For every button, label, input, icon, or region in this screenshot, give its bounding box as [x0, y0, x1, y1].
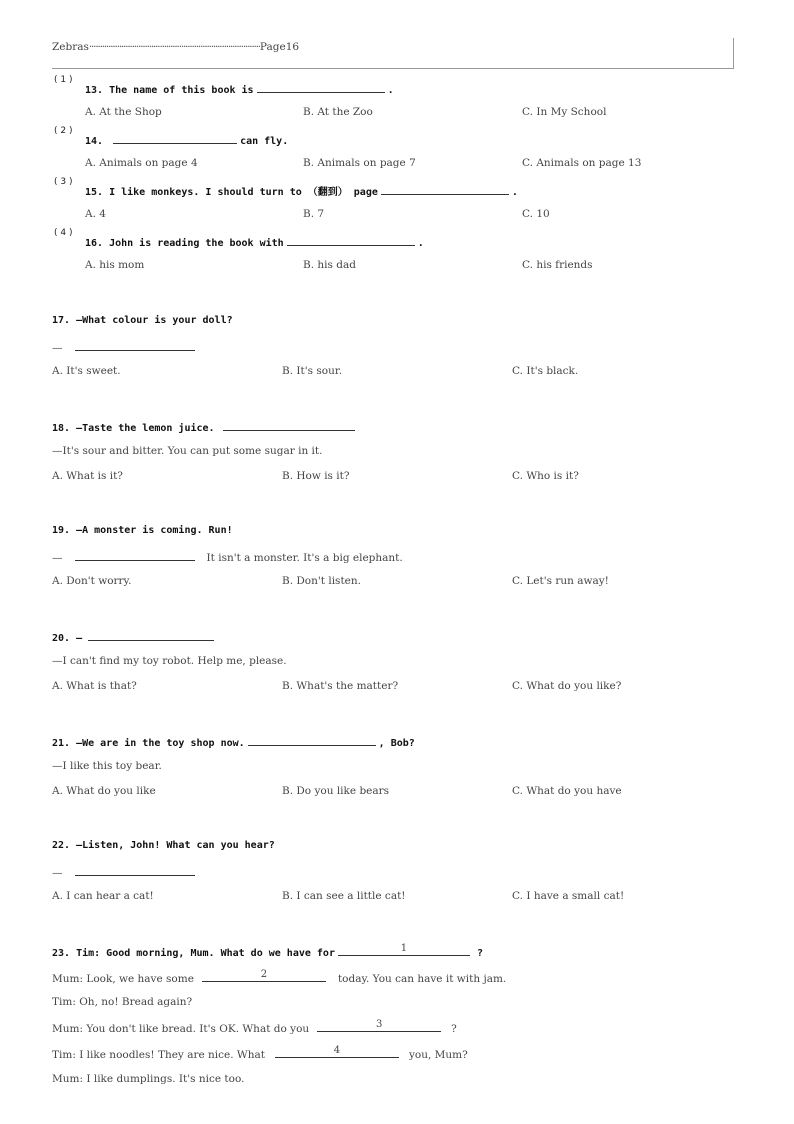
- answer-blank[interactable]: [381, 183, 509, 195]
- answer-blank[interactable]: [75, 339, 195, 351]
- answer-blank-2[interactable]: [202, 970, 326, 982]
- option-a[interactable]: A. At the Shop: [85, 106, 162, 118]
- question-15-stem: [85, 183, 518, 200]
- option-b[interactable]: B. his dad: [303, 259, 356, 271]
- question-16-end: .: [417, 238, 424, 249]
- dash: —: [52, 342, 63, 354]
- question-23-end: ?: [476, 948, 483, 959]
- answer-blank[interactable]: [75, 864, 195, 876]
- answer-blank[interactable]: [75, 549, 195, 561]
- question-20-reply: —I can't find my toy robot. Help me, please.: [52, 655, 287, 667]
- dialogue-text: Mum: You don't like bread. It's OK. What do you: [52, 1023, 310, 1035]
- answer-blank[interactable]: [287, 234, 415, 246]
- answer-blank[interactable]: [113, 132, 237, 144]
- header-text: [52, 41, 299, 53]
- blank-number-2: 2: [260, 969, 268, 980]
- question-21-end: , Bob?: [378, 738, 415, 749]
- question-16-stem: [85, 234, 424, 251]
- option-c[interactable]: C. It's black.: [512, 365, 579, 377]
- option-c[interactable]: C. Animals on page 13: [522, 157, 642, 169]
- dialogue-text: today. You can have it with jam.: [337, 973, 507, 985]
- option-b[interactable]: B. I can see a little cat!: [282, 890, 406, 902]
- question-15-text: 15. I like monkeys. I should turn to （翻到） page: [85, 187, 378, 198]
- option-a[interactable]: A. 4: [85, 208, 106, 220]
- question-18-stem: [52, 419, 358, 436]
- question-23-line-5: [52, 1046, 468, 1062]
- question-20-text: 20. —: [52, 633, 83, 644]
- question-23-line-1: [52, 944, 483, 961]
- question-18-text: 18. —Taste the lemon juice.: [52, 423, 215, 434]
- question-23-text: 23. Tim: Good morning, Mum. What do we have for: [52, 948, 335, 959]
- dash: —: [52, 867, 63, 879]
- question-22-stem: 22. —Listen, John! What can you hear?: [52, 840, 275, 851]
- question-19-reply: [52, 549, 403, 565]
- question-17-reply: [52, 339, 198, 355]
- option-a[interactable]: A. I can hear a cat!: [52, 890, 154, 902]
- question-number-1: ( 1 ): [54, 75, 73, 85]
- option-c[interactable]: C. 10: [522, 208, 550, 220]
- question-21-reply: —I like this toy bear.: [52, 760, 162, 772]
- question-20-stem: [52, 629, 217, 646]
- question-13-stem: [85, 81, 394, 98]
- question-14-stem: [85, 132, 288, 149]
- option-b[interactable]: B. Animals on page 7: [303, 157, 416, 169]
- dialogue-text: you, Mum?: [408, 1049, 468, 1061]
- header-dots: ················································································: [88, 41, 260, 53]
- header-page: Page16: [259, 41, 300, 53]
- option-b[interactable]: B. What's the matter?: [282, 680, 399, 692]
- option-b[interactable]: B. It's sour.: [282, 365, 343, 377]
- option-c[interactable]: C. his friends: [522, 259, 593, 271]
- answer-blank-1[interactable]: [338, 944, 470, 956]
- blank-number-1: 1: [400, 943, 408, 954]
- answer-blank[interactable]: [257, 81, 385, 93]
- answer-blank-4[interactable]: [275, 1046, 399, 1058]
- option-c[interactable]: C. What do you have: [512, 785, 622, 797]
- answer-blank[interactable]: [223, 419, 355, 431]
- option-a[interactable]: A. It's sweet.: [52, 365, 121, 377]
- option-c[interactable]: C. In My School: [522, 106, 607, 118]
- blank-number-3: 3: [375, 1019, 383, 1030]
- question-17-stem: 17. —What colour is your doll?: [52, 315, 233, 326]
- question-18-reply: —It's sour and bitter. You can put some sugar in it.: [52, 445, 323, 457]
- question-number-2: ( 2 ): [54, 126, 73, 136]
- answer-blank[interactable]: [88, 629, 214, 641]
- question-21-text: 21. —We are in the toy shop now.: [52, 738, 245, 749]
- dialogue-text: Mum: Look, we have some: [52, 973, 194, 985]
- question-23-line-4: [52, 1020, 457, 1036]
- option-c[interactable]: C. Who is it?: [512, 470, 579, 482]
- question-23-line-2: [52, 970, 506, 986]
- question-13-end: .: [387, 85, 394, 96]
- option-b[interactable]: B. Don't listen.: [282, 575, 361, 587]
- question-13-text: 13. The name of this book is: [85, 85, 254, 96]
- question-16-text: 16. John is reading the book with: [85, 238, 284, 249]
- option-a[interactable]: A. What is it?: [52, 470, 123, 482]
- option-b[interactable]: B. How is it?: [282, 470, 350, 482]
- question-14-end: can fly.: [240, 136, 289, 147]
- question-15-end: .: [511, 187, 518, 198]
- dialogue-text: ?: [451, 1023, 457, 1035]
- option-c[interactable]: C. What do you like?: [512, 680, 622, 692]
- question-21-stem: [52, 734, 415, 751]
- page-header: [52, 38, 734, 69]
- blank-number-4: 4: [333, 1045, 341, 1056]
- question-number-3: ( 3 ): [54, 177, 73, 187]
- header-left: Zebras: [52, 41, 89, 53]
- option-b[interactable]: B. Do you like bears: [282, 785, 390, 797]
- option-a[interactable]: A. What is that?: [52, 680, 137, 692]
- option-b[interactable]: B. 7: [303, 208, 325, 220]
- question-23-line-6: Mum: I like dumplings. It's nice too.: [52, 1073, 245, 1085]
- option-a[interactable]: A. Don't worry.: [52, 575, 132, 587]
- question-19-reply-text: It isn't a monster. It's a big elephant.: [206, 552, 403, 564]
- option-c[interactable]: C. Let's run away!: [512, 575, 609, 587]
- option-a[interactable]: A. What do you like: [52, 785, 156, 797]
- question-22-reply: [52, 864, 198, 880]
- question-19-stem: 19. —A monster is coming. Run!: [52, 525, 233, 536]
- answer-blank[interactable]: [248, 734, 376, 746]
- option-c[interactable]: C. I have a small cat!: [512, 890, 625, 902]
- dialogue-text: Tim: I like noodles! They are nice. What: [52, 1049, 265, 1061]
- question-23-line-3: Tim: Oh, no! Bread again?: [52, 996, 193, 1008]
- question-14-text: 14.: [85, 136, 104, 147]
- option-a[interactable]: A. his mom: [85, 259, 145, 271]
- answer-blank-3[interactable]: [317, 1020, 441, 1032]
- option-b[interactable]: B. At the Zoo: [303, 106, 373, 118]
- question-number-4: ( 4 ): [54, 228, 73, 238]
- option-a[interactable]: A. Animals on page 4: [85, 157, 198, 169]
- dash: —: [52, 552, 63, 564]
